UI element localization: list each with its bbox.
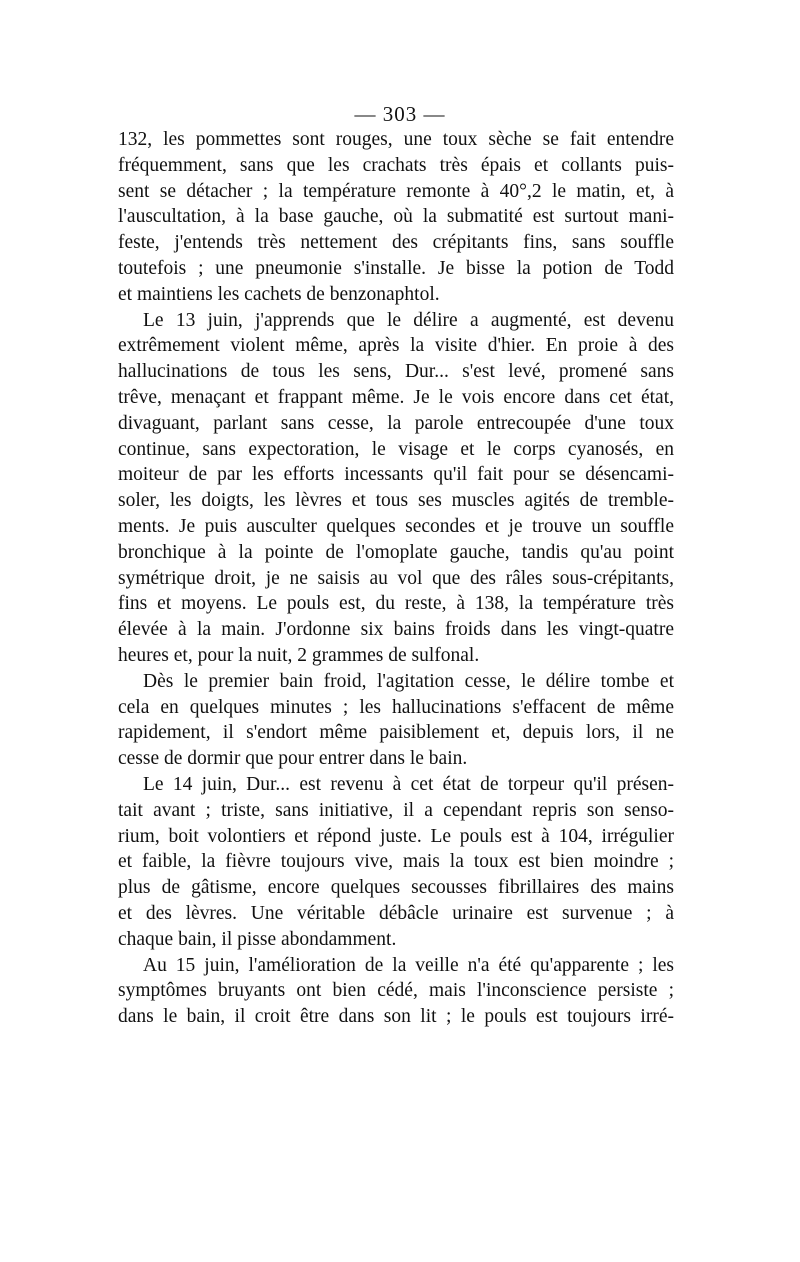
text-line: Le 13 juin, j'apprends que le délire a augmenté, est devenu: [143, 309, 674, 331]
text-line: feste, j'entends très nettement des crépitants fins, sans souffle: [118, 232, 674, 254]
text-line: toutefois ; une pneumonie s'installe. Je bisse la potion de Todd: [118, 257, 674, 279]
text-line: Au 15 juin, l'amélioration de la veille n'a été qu'apparente ; les: [143, 954, 674, 976]
text-line: et des lèvres. Une véritable débâcle urinaire est survenue ; à: [118, 902, 674, 924]
text-line: Le 14 juin, Dur... est revenu à cet état de torpeur qu'il présen-: [143, 773, 674, 795]
text-line: moiteur de par les efforts incessants qu'il fait pour se désencami-: [118, 464, 674, 486]
text-line: plus de gâtisme, encore quelques secousses fibrillaires des mains: [118, 877, 674, 899]
text-line: divaguant, parlant sans cesse, la parole entrecoupée d'une toux: [118, 412, 674, 434]
text-line: 132, les pommettes sont rouges, une toux sèche se fait entendre: [118, 129, 674, 150]
paragraph: [118, 127, 674, 308]
text-line: fréquemment, sans que les crachats très épais et collants puis-: [118, 154, 674, 176]
paragraph: [118, 308, 674, 669]
text-line: cesse de dormir que pour entrer dans le bain.: [118, 748, 468, 770]
text-line: soler, les doigts, les lèvres et tous ses muscles agités de tremble-: [118, 490, 674, 512]
text-line: cela en quelques minutes ; les hallucinations s'effacent de même: [118, 696, 674, 718]
text-line: Dès le premier bain froid, l'agitation cesse, le délire tombe et: [143, 670, 674, 692]
text-line: et maintiens les cachets de benzonaphtol.: [118, 283, 440, 305]
body-text: [118, 127, 674, 1030]
text-line: sent se détacher ; la température remonte à 40°,2 le matin, et, à: [118, 180, 674, 202]
text-line: extrêmement violent même, après la visite d'hier. En proie à des: [118, 335, 674, 357]
text-line: élevée à la main. J'ordonne six bains froids dans les vingt-quatre: [118, 619, 674, 641]
text-line: symétrique droit, je ne saisis au vol que des râles sous-crépitants,: [118, 567, 674, 589]
paragraph: [118, 953, 674, 1030]
text-line: heures et, pour la nuit, 2 grammes de sulfonal.: [118, 644, 480, 666]
text-line: rapidement, il s'endort même paisiblement et, depuis lors, il ne: [118, 722, 674, 744]
paragraph: [118, 772, 674, 953]
text-line: ments. Je puis ausculter quelques secondes et je trouve un souffle: [118, 515, 674, 537]
text-line: tait avant ; triste, sans initiative, il a cependant repris son senso-: [118, 799, 674, 821]
text-line: hallucinations de tous les sens, Dur... s'est levé, promené sans: [118, 361, 674, 383]
text-line: bronchique à la pointe de l'omoplate gauche, tandis qu'au point: [118, 541, 674, 563]
text-line: dans le bain, il croit être dans son lit ; le pouls est toujours irré-: [118, 1006, 674, 1028]
text-line: symptômes bruyants ont bien cédé, mais l'inconscience persiste ;: [118, 980, 674, 1002]
text-line: et faible, la fièvre toujours vive, mais la toux est bien moindre ;: [118, 851, 674, 873]
text-line: l'auscultation, à la base gauche, où la submatité est surtout mani-: [118, 206, 674, 228]
text-line: fins et moyens. Le pouls est, du reste, à 138, la température très: [118, 593, 674, 615]
text-line: rium, boit volontiers et répond juste. Le pouls est à 104, irrégulier: [118, 825, 674, 847]
text-line: chaque bain, il pisse abondamment.: [118, 928, 397, 950]
page-number: — 303 —: [354, 102, 446, 126]
text-line: continue, sans expectoration, le visage et le corps cyanosés, en: [118, 438, 674, 460]
paragraph: [118, 669, 674, 772]
text-line: trêve, menaçant et frappant même. Je le vois encore dans cet état,: [118, 386, 674, 408]
